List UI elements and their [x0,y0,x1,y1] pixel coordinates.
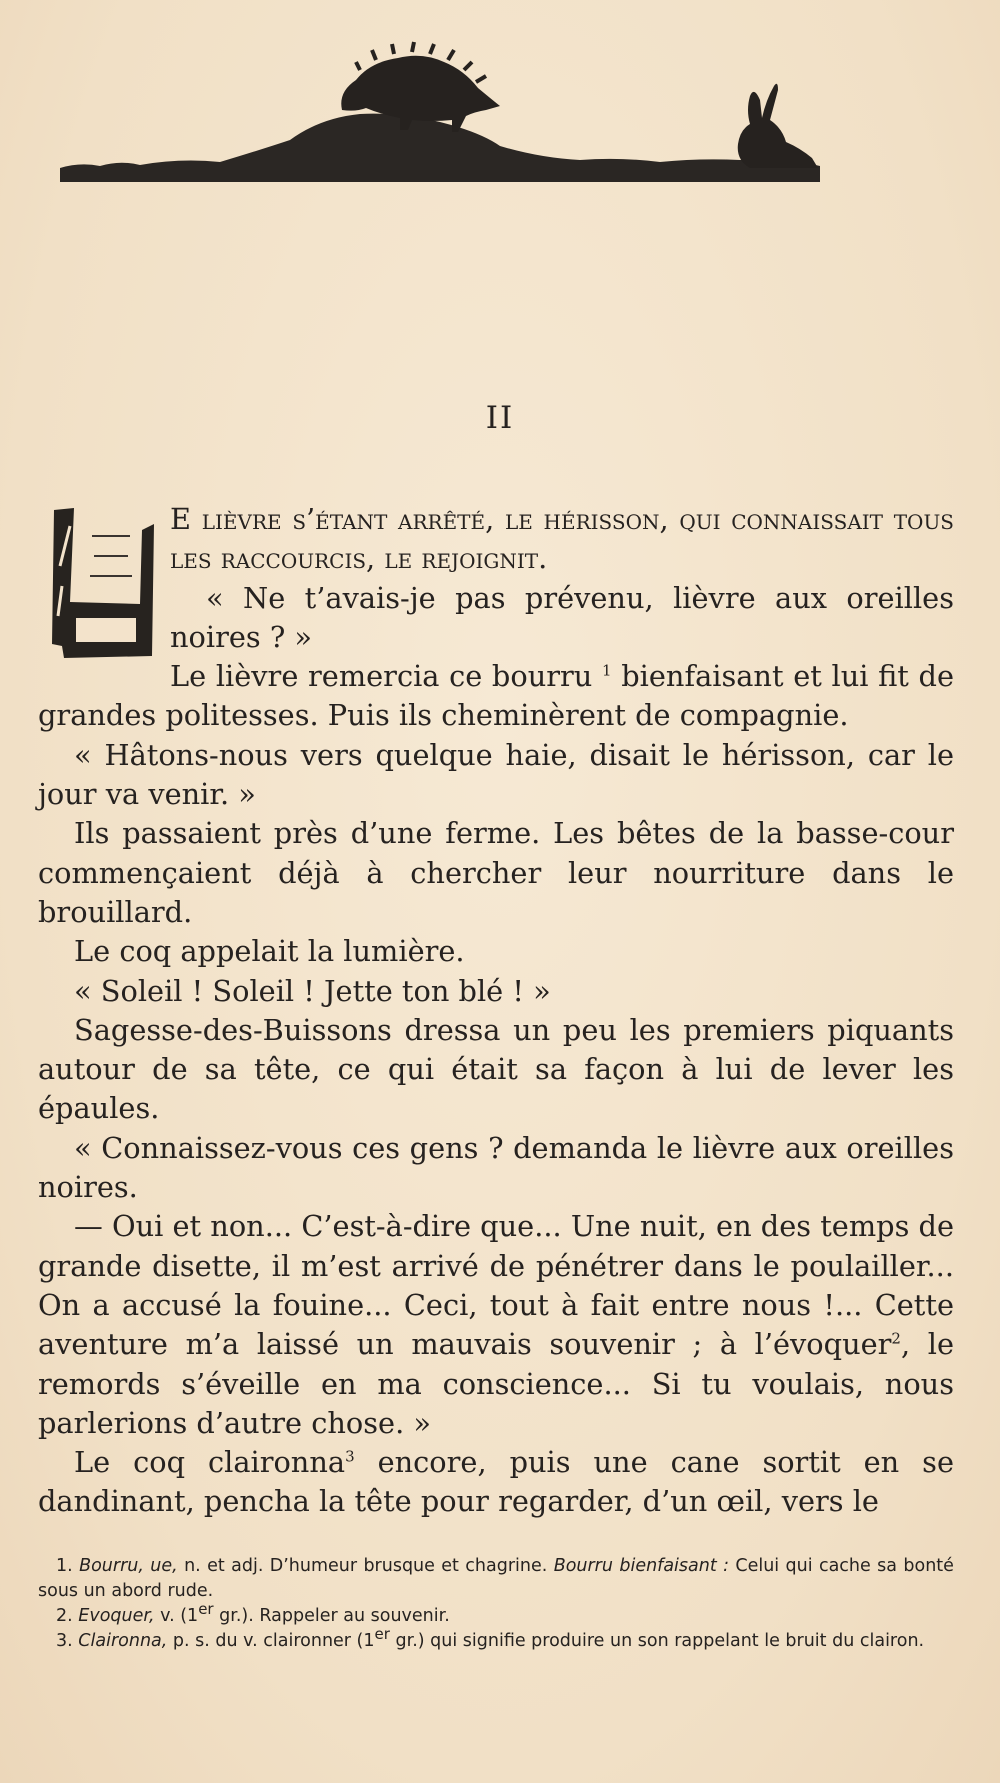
paragraph-11-end: encore, puis une cane sortit en se dandinant, pencha la tête pour regarder, d’un œil, vers le [38,1445,955,1519]
paragraph-10-start: — Oui et non... C’est-à-dire que... Une nuit, en des temps de grande disette, il m’est arrivé de pénétrer dans le poulailler... On a accusé la fouine... Ceci, tout à fait entre nous !... Cette aventure m’a laissé un mauvais souvenir ; à l’évoquer [38,1209,954,1362]
paragraph-9: « Connaissez-vous ces gens ? demanda le lièvre aux oreilles noires. [38,1130,954,1205]
note-ref-3[interactable]: 3 [345,1447,355,1466]
paragraph-10-end: , le remords s’éveille en ma conscience... Si tu voulais, nous parlerions d’autre chose. » [38,1327,954,1440]
hare-icon [738,84,818,168]
note-ref-1[interactable]: 1 [602,661,612,680]
dropcap-letter-l-icon [40,506,160,666]
paragraph-7: « Soleil ! Soleil ! Jette ton blé ! » [74,973,551,1008]
paragraph-3 [38,657,954,736]
footnote-1: 1. Bourru, ue, n. et adj. D’humeur brusque et chagrine. Bourru bienfaisant : Celui qui cache sa bonté sous un abord rude. [38,1556,954,1601]
body-text [38,500,954,1522]
hedgehog-hare-illustration [60,40,940,220]
paragraph-1-text: E lièvre s’étant arrêté, le hérisson, qui connaissait tous les raccourcis, le rejoignit. [170,502,954,576]
ground-strip [60,168,820,182]
paragraph-6: Le coq appelait la lumière. [74,934,465,969]
footnote-2: 2. Evoquer, v. (1er gr.). Rappeler au souvenir. [56,1600,450,1626]
paragraph-10 [38,1207,954,1443]
paragraph-3-start: Le lièvre remercia ce bourru [170,659,593,694]
paragraph-8: Sagesse-des-Buissons dressa un peu les premiers piquants autour de sa tête, ce qui était sa façon à lui de lever les épaules. [38,1012,954,1126]
paragraph-3-end: bienfaisant et lui fit de grandes politesses. Puis ils cheminèrent de compagnie. [38,659,955,733]
paragraph-11 [38,1443,954,1522]
footnotes [38,1554,954,1654]
chapter-number: II [485,400,515,436]
paragraph-2: « Ne t’avais-je pas prévenu, lièvre aux oreilles noires ? » [170,580,954,654]
paragraph-11-start: Le coq claironna [74,1445,346,1480]
footnote-3: 3. Claironna, p. s. du v. claironner (1er gr.) qui signifie produire un son rappelant le bruit du clairon. [56,1625,925,1651]
paragraph-4: « Hâtons-nous vers quelque haie, disait le hérisson, car le jour va venir. » [38,737,954,812]
note-ref-2[interactable]: 2 [891,1329,901,1348]
paragraph-1 [38,500,954,579]
paragraph-5: Ils passaient près d’une ferme. Les bêtes de la basse-cour commençaient déjà à chercher leur nourriture dans le brouillard. [38,816,954,929]
